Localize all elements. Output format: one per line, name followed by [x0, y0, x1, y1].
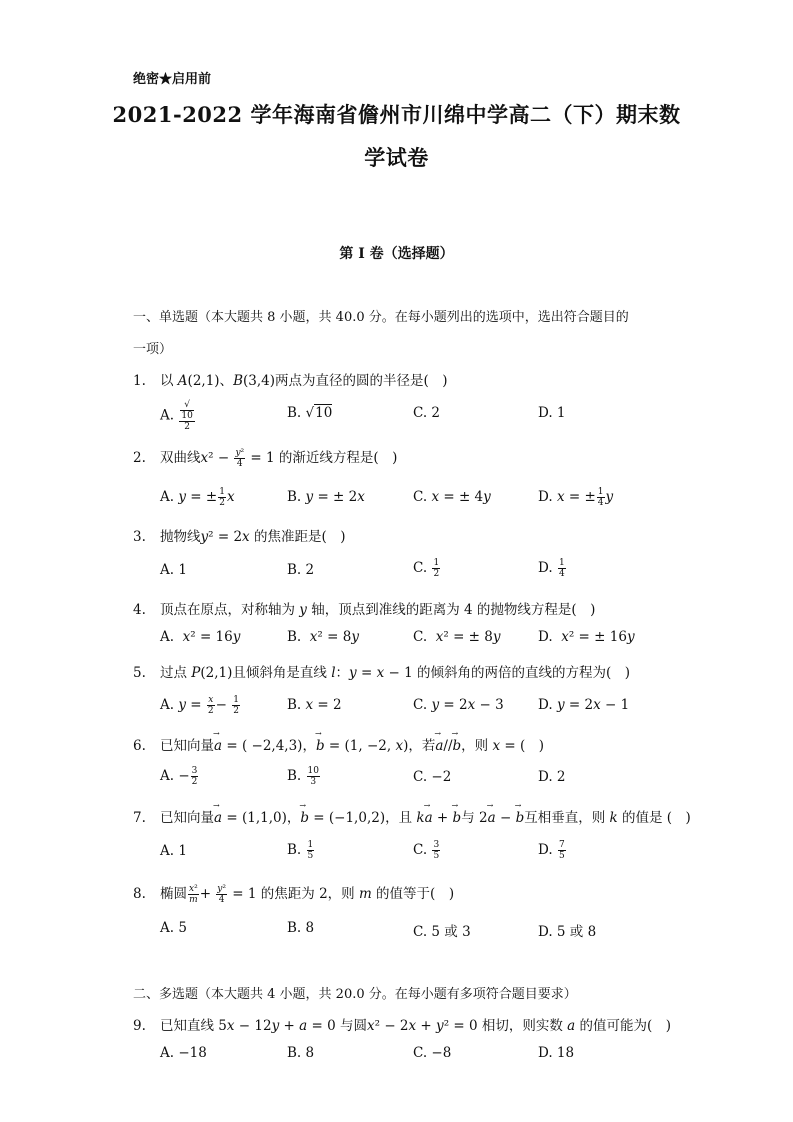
question-9 — [133, 1014, 671, 1034]
q6-option-c[interactable]: C. −2 — [413, 769, 452, 785]
question-2 — [133, 446, 397, 469]
section-single-choice-line-2: 一项） — [133, 342, 173, 357]
question-text: 顶点在原点，对称轴为 y 轴，顶点到准线的距离为 4 的抛物线方程是( ) — [160, 602, 596, 618]
q7-option-b[interactable]: B. $\frac{1}{5}$ — [287, 840, 314, 861]
section-multi-choice: 二、多选题（本大题共 4 小题，共 20.0 分。在每小题有多项符合题目要求） — [133, 987, 577, 1002]
q4-option-a[interactable]: A. x² = 16y — [160, 629, 241, 645]
question-number: 3. — [133, 529, 146, 545]
q6-option-d[interactable]: D. 2 — [538, 769, 566, 785]
q5-option-a[interactable]: A. y = $\frac{x}{2}$ − $\frac{1}{2}$ — [160, 695, 239, 716]
exam-title-line-1: 2021-2022 学年海南省儋州市川绵中学高二（下）期末数 — [112, 102, 681, 127]
exam-title-line-2: 学试卷 — [364, 145, 429, 170]
q3-option-c[interactable]: C. $\frac{1}{2}$ — [413, 558, 440, 579]
q6-option-b[interactable]: B. $\frac{10}{3}$ — [287, 766, 319, 787]
question-text: 过点 P(2,1)且倾斜角是直线 l：y = x − 1 的倾斜角的两倍的直线的方程为( ) — [160, 665, 630, 681]
question-6 — [133, 734, 544, 754]
q1-option-c[interactable]: C. 2 — [413, 405, 441, 421]
question-number: 1. — [133, 373, 146, 389]
q2-option-a[interactable]: A. y = ± $\frac{1}{2}$ x — [160, 487, 235, 508]
q5-option-d[interactable]: D. y = 2x − 1 — [538, 697, 630, 713]
question-number: 8. — [133, 886, 146, 902]
q6-option-a[interactable]: A. − $\frac{3}{2}$ — [160, 766, 198, 787]
q3-option-d[interactable]: D. $\frac{1}{4}$ — [538, 558, 565, 579]
secret-label: 绝密★启用前 — [133, 72, 212, 87]
q2-option-c[interactable]: C. x = ± 4y — [413, 489, 491, 505]
q7-option-a[interactable]: A. 1 — [160, 843, 187, 859]
q9-option-b[interactable]: B. 8 — [287, 1045, 315, 1061]
q4-option-c[interactable]: C. x² = ± 8y — [413, 629, 501, 645]
q9-option-c[interactable]: C. −8 — [413, 1045, 452, 1061]
question-4 — [133, 598, 595, 618]
question-text: 已知向量→ a = (1,1,0)，→ b = (−1,0,2)，且 k→ a + → b与 2→ a − → b互相垂直，则 k 的值是 ( ) — [160, 810, 691, 826]
q5-option-b[interactable]: B. x = 2 — [287, 697, 342, 713]
q4-option-d[interactable]: D. x² = ± 16y — [538, 629, 635, 645]
section-single-choice-line-1: 一、单选题（本大题共 8 小题，共 40.0 分。在每小题列出的选项中，选出符合题目的 — [133, 310, 629, 325]
q5-option-c[interactable]: C. y = 2x − 3 — [413, 697, 504, 713]
question-text: 以 A(2,1)、B(3,4)两点为直径的圆的半径是( ) — [160, 373, 448, 389]
q1-option-d[interactable]: D. 1 — [538, 405, 566, 421]
q8-option-d[interactable]: D. 5 或 8 — [538, 924, 597, 940]
question-5 — [133, 661, 630, 681]
question-number: 2. — [133, 450, 146, 466]
q7-option-c[interactable]: C. $\frac{3}{5}$ — [413, 840, 440, 861]
q7-option-d[interactable]: D. $\frac{7}{5}$ — [538, 840, 565, 861]
question-number: 9. — [133, 1018, 146, 1034]
q2-option-b[interactable]: B. y = ± 2x — [287, 489, 365, 505]
q8-option-b[interactable]: B. 8 — [287, 920, 315, 936]
volume-label: 第 I 卷（选择题） — [339, 246, 454, 262]
q1-option-b[interactable]: B. √10 — [287, 405, 333, 421]
question-number: 5. — [133, 665, 146, 681]
question-text: 已知向量→ a = ( −2,4,3)，→ b = (1, −2, x)，若→ a//→ b，则 x = ( ) — [160, 738, 544, 754]
question-3 — [133, 525, 346, 545]
question-number: 6. — [133, 738, 146, 754]
q9-option-d[interactable]: D. 18 — [538, 1045, 575, 1061]
q8-option-a[interactable]: A. 5 — [160, 920, 187, 936]
question-text: 椭圆 $\frac{\text{x²}}{m}$ + $\frac{\text{y²}}{4}$ = 1 的焦距为 2，则 m 的值等于( ) — [160, 884, 455, 905]
q4-option-b[interactable]: B. x² = 8y — [287, 629, 359, 645]
q3-option-b[interactable]: B. 2 — [287, 562, 315, 578]
question-7 — [133, 806, 691, 826]
q8-option-c[interactable]: C. 5 或 3 — [413, 924, 471, 940]
q9-option-a[interactable]: A. −18 — [160, 1045, 207, 1061]
q1-option-a[interactable]: A. √ 10 2 — [160, 400, 193, 432]
question-8 — [133, 882, 454, 905]
question-text: 已知直线 5x − 12y + a = 0 与圆x² − 2x + y² = 0 相切，则实数 a 的值可能为( ) — [160, 1018, 672, 1034]
question-text: 双曲线x² − $\frac{\text{y²}}{4}$ = 1 的渐近线方程是( ) — [160, 448, 398, 469]
question-text: 抛物线y² = 2x 的焦准距是( ) — [160, 529, 346, 545]
question-number: 7. — [133, 810, 146, 826]
q3-option-a[interactable]: A. 1 — [160, 562, 187, 578]
question-number: 4. — [133, 602, 146, 618]
question-1 — [133, 369, 448, 389]
q2-option-d[interactable]: D. x = ± $\frac{1}{4}$ y — [538, 487, 614, 508]
